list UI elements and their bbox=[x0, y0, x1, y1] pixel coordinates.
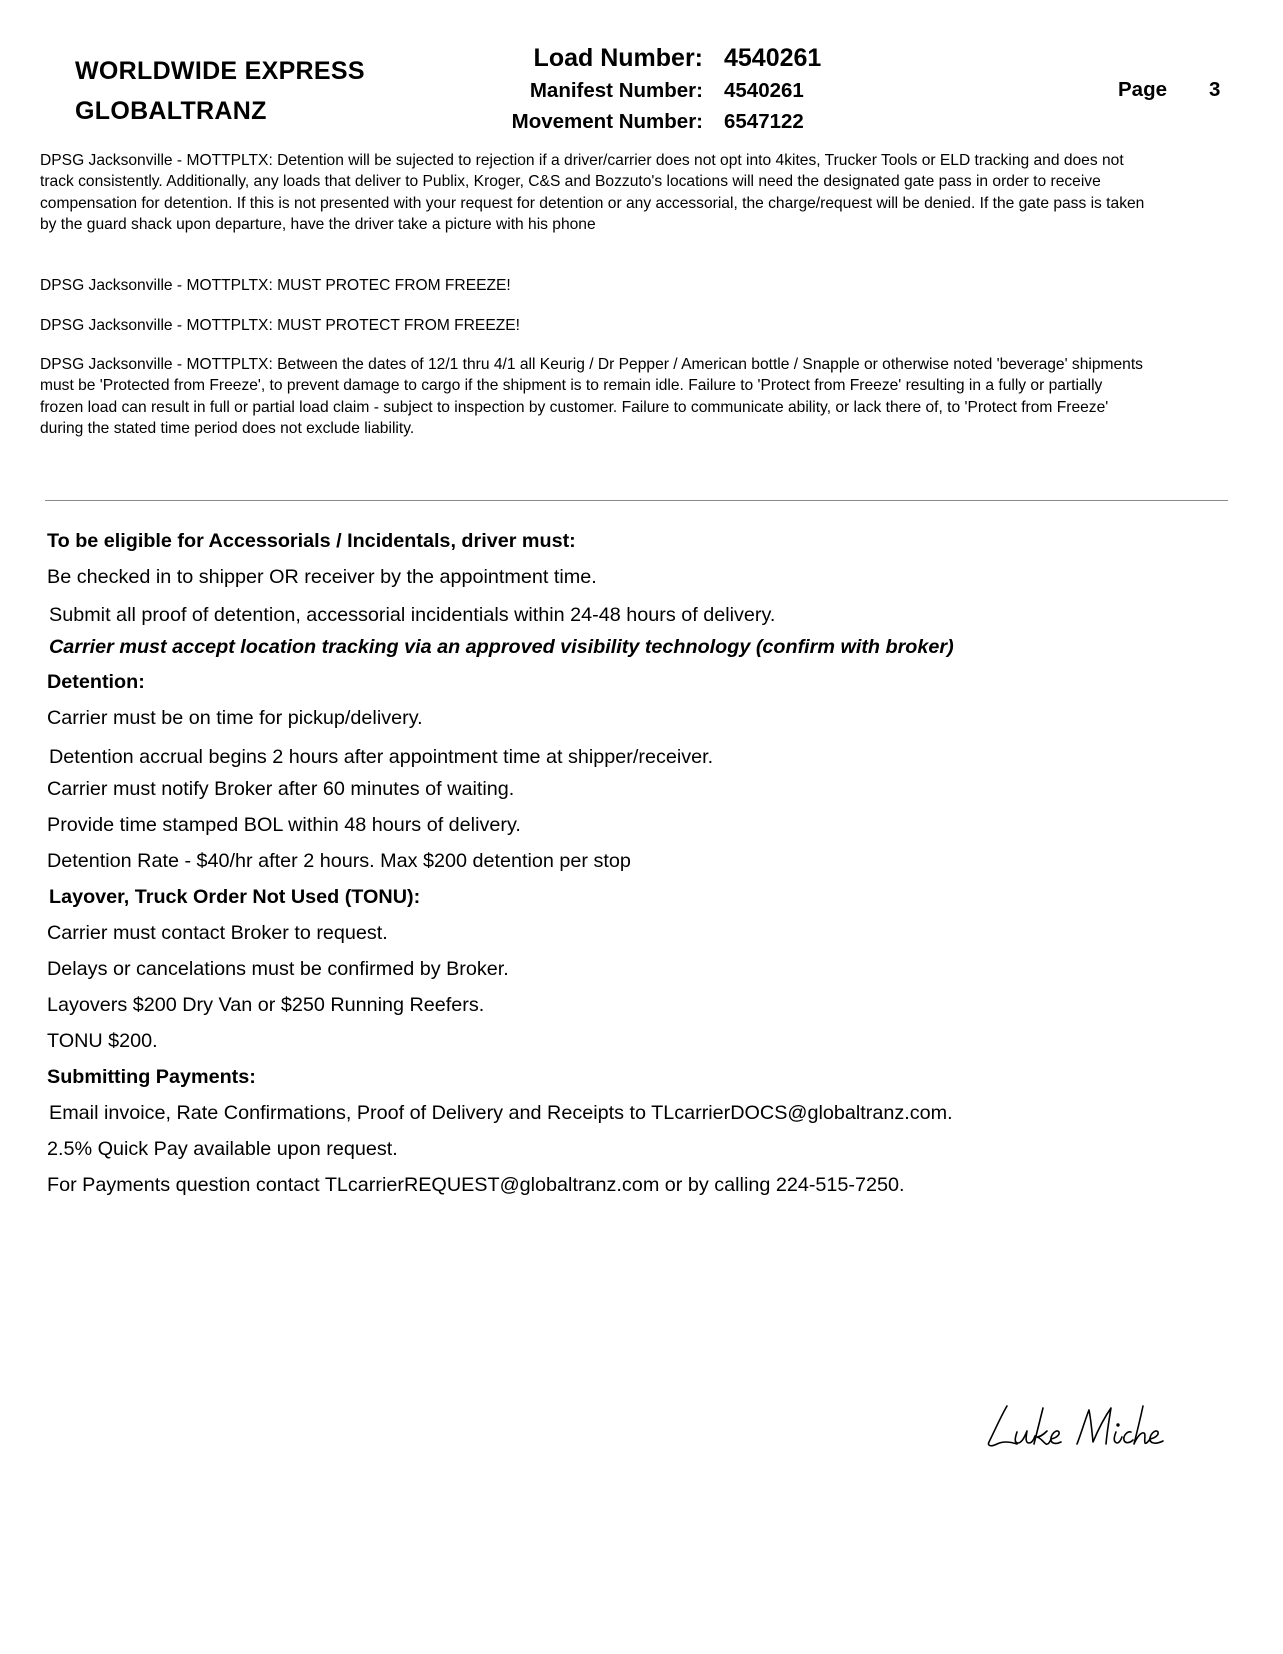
policy-line: Submit all proof of detention, accessorial incidentials within 24-48 hours of delivery. bbox=[49, 604, 776, 626]
policy-layover-rates: Layovers $200 Dry Van or $250 Running Reefers. bbox=[47, 994, 485, 1016]
policy-line: Delays or cancelations must be confirmed by Broker. bbox=[47, 958, 509, 980]
note-detention-rejection: DPSG Jacksonville - MOTTPLTX: Detention will be sujected to rejection if a driver/carrier does not opt into 4kites, Trucker Tools or ELD tracking and does not track consistently. Additionally, any loads that deliver to Publix, Kroger, C&S and Bozzuto's locations will need the designated gate pass in order to receive compensation for detention. If this is not presented with your request for detention or any accessorial, the charge/request will be denied. If the gate pass is taken by the guard shack upon departure, have the driver take a picture with his phone bbox=[40, 152, 1145, 234]
policy-tracking-requirement: Carrier must accept location tracking via an approved visibility technology (confirm with broker) bbox=[49, 636, 954, 658]
movement-number-label: Movement Number: bbox=[511, 110, 703, 133]
page-label: Page bbox=[1118, 78, 1167, 101]
policy-payments-heading: Submitting Payments: bbox=[47, 1066, 256, 1088]
manifest-number-label: Manifest Number: bbox=[529, 79, 703, 102]
load-number-value: 4540261 bbox=[724, 44, 822, 72]
company-name-line1: WORLDWIDE EXPRESS bbox=[75, 57, 365, 85]
policy-tonu-rate: TONU $200. bbox=[47, 1030, 158, 1052]
page-number: 3 bbox=[1209, 78, 1221, 101]
note-protect-freeze: DPSG Jacksonville - MOTTPLTX: MUST PROTECT FROM FREEZE! bbox=[40, 317, 520, 334]
policy-line: Carrier must notify Broker after 60 minutes of waiting. bbox=[47, 778, 515, 800]
company-name-line2: GLOBALTRANZ bbox=[75, 97, 267, 125]
policy-payment-contact: For Payments question contact TLcarrierREQUEST@globaltranz.com or by calling 224-515-7250. bbox=[47, 1174, 905, 1196]
policy-quick-pay: 2.5% Quick Pay available upon request. bbox=[47, 1138, 398, 1160]
load-number-label: Load Number: bbox=[533, 44, 703, 72]
manifest-number-value: 4540261 bbox=[724, 79, 804, 102]
movement-number-value: 6547122 bbox=[724, 110, 804, 133]
note-protec-freeze: DPSG Jacksonville - MOTTPLTX: MUST PROTEC FROM FREEZE! bbox=[40, 277, 511, 294]
policy-eligibility-heading: To be eligible for Accessorials / Incidentals, driver must: bbox=[47, 530, 576, 552]
handwritten-signature bbox=[985, 1398, 1170, 1458]
note-freeze-liability: DPSG Jacksonville - MOTTPLTX: Between the dates of 12/1 thru 4/1 all Keurig / Dr Pepper / American bottle / Snapple or otherwise noted 'beverage' shipments must be 'Protected from Freeze', to prevent damage to cargo if the shipment is to remain idle. Failure to 'Protect from Freeze' resulting in a fully or partially frozen load can result in full or partial load claim - subject to inspection by customer. Failure to communicate ability, or lack there of, to 'Protect from Freeze' during the stated time period does not exclude liability. bbox=[40, 356, 1143, 438]
section-divider bbox=[45, 500, 1228, 501]
policy-payment-email: Email invoice, Rate Confirmations, Proof of Delivery and Receipts to TLcarrierDOCS@globaltranz.com. bbox=[49, 1102, 953, 1124]
policy-detention-rate: Detention Rate - $40/hr after 2 hours. Max $200 detention per stop bbox=[47, 850, 631, 872]
policy-layover-heading: Layover, Truck Order Not Used (TONU): bbox=[49, 886, 421, 908]
policy-line: Carrier must be on time for pickup/delivery. bbox=[47, 707, 423, 729]
policy-detention-heading: Detention: bbox=[47, 671, 145, 693]
policy-line: Provide time stamped BOL within 48 hours of delivery. bbox=[47, 814, 521, 836]
policy-line: Detention accrual begins 2 hours after appointment time at shipper/receiver. bbox=[49, 746, 714, 768]
policy-line: Carrier must contact Broker to request. bbox=[47, 922, 388, 944]
policy-line: Be checked in to shipper OR receiver by the appointment time. bbox=[47, 566, 597, 588]
